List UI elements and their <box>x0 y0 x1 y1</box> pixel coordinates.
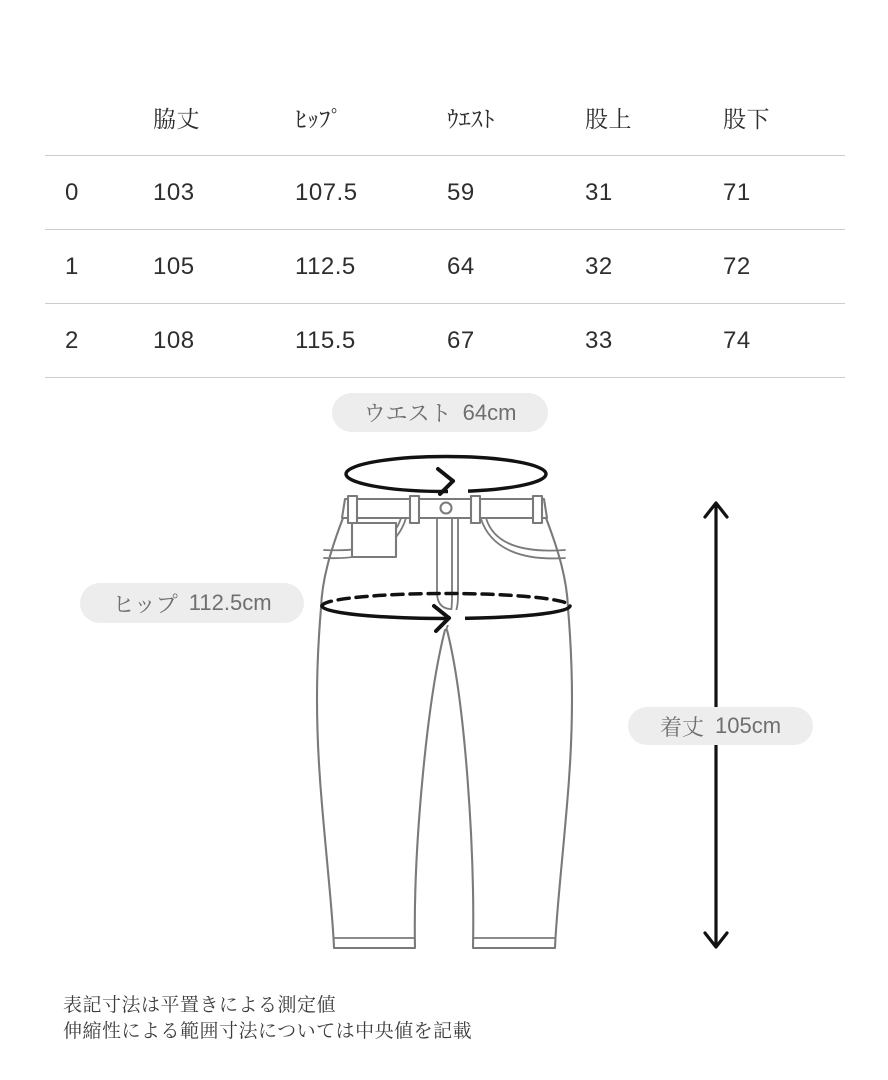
column-header-inseam: 股下 <box>723 106 770 132</box>
note-line-2: 伸縮性による範囲寸法については中央値を記載 <box>63 1021 473 1042</box>
hip-label: ヒップ <box>112 591 178 617</box>
cell-rise: 33 <box>585 326 613 354</box>
column-header-hip: ﾋｯﾌﾟ <box>295 106 343 132</box>
table-row <box>45 156 845 230</box>
column-header-side-length: 脇丈 <box>153 106 200 132</box>
hip-value: 112.5cm <box>188 590 272 615</box>
belt-loop <box>348 496 357 523</box>
cell-side-length: 105 <box>153 252 195 280</box>
waist-measure-label <box>332 393 548 432</box>
column-header-waist: ｳｴｽﾄ <box>447 106 495 132</box>
length-value: 105cm <box>714 713 782 738</box>
hip-measure-label <box>80 583 304 623</box>
pants-drawing <box>317 496 572 948</box>
size-label: 1 <box>65 252 79 280</box>
waist-button <box>441 503 452 514</box>
cell-waist: 59 <box>447 178 475 206</box>
cell-inseam: 71 <box>723 178 751 206</box>
pants-measurement-diagram <box>0 380 888 980</box>
cell-rise: 32 <box>585 252 613 280</box>
coin-pocket <box>352 523 396 557</box>
note-line-1: 表記寸法は平置きによる測定値 <box>63 995 337 1016</box>
belt-loop <box>471 496 480 523</box>
length-measure-label <box>628 707 813 745</box>
waist-value: 64cm <box>462 399 517 425</box>
column-header-rise: 股上 <box>585 106 632 132</box>
cell-side-length: 108 <box>153 326 195 354</box>
table-row <box>45 304 845 378</box>
table-row <box>45 230 845 304</box>
pants-silhouette <box>317 518 572 948</box>
measurement-notes <box>63 993 472 1045</box>
size-label: 0 <box>65 178 79 206</box>
belt-loop <box>533 496 542 523</box>
cell-hip: 112.5 <box>295 252 356 280</box>
cell-waist: 67 <box>447 326 475 354</box>
cell-waist: 64 <box>447 252 475 280</box>
cell-side-length: 103 <box>153 178 195 206</box>
size-table-header-row <box>45 80 845 156</box>
cell-hip: 115.5 <box>295 326 356 354</box>
waist-measure-ellipse <box>346 457 546 498</box>
waist-label: ウエスト <box>363 401 452 426</box>
cell-hip: 107.5 <box>295 178 358 206</box>
belt-loop <box>410 496 419 523</box>
cell-rise: 31 <box>585 178 613 206</box>
size-table <box>45 80 845 378</box>
length-label: 着丈 <box>659 714 704 740</box>
cell-inseam: 72 <box>723 252 751 280</box>
size-label: 2 <box>65 326 79 354</box>
cell-inseam: 74 <box>723 326 751 354</box>
